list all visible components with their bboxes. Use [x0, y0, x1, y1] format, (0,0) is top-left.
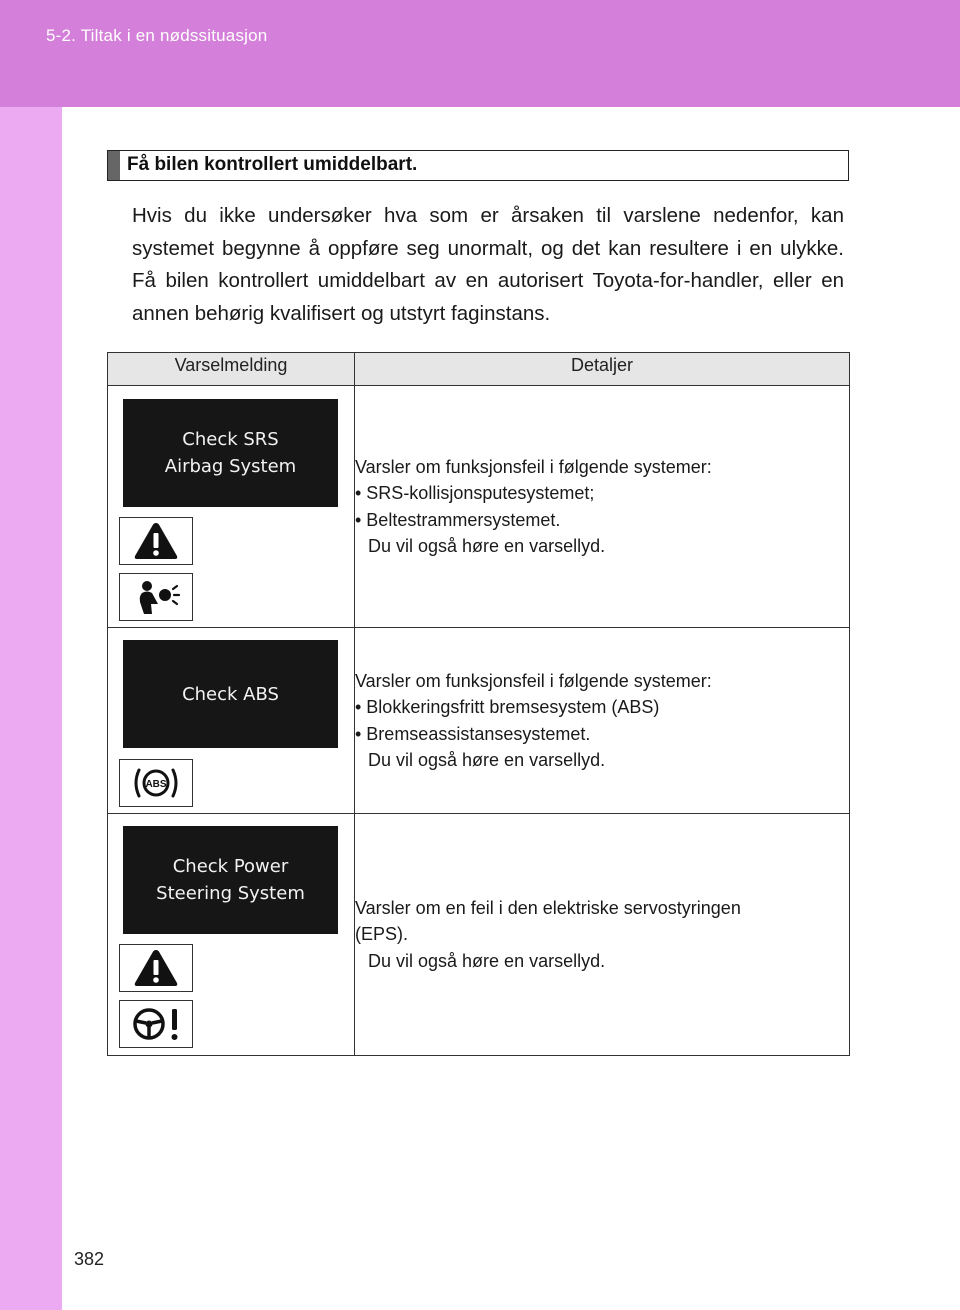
header-band [0, 0, 960, 107]
detail-line: Varsler om en feil i den elektriske servostyringen [355, 897, 741, 918]
callout-box [107, 150, 849, 181]
detail-line: • Bremseassistansesystemet. [355, 723, 591, 744]
detail-line: • Beltestrammersystemet. [355, 509, 561, 530]
detail-line: • SRS-kollisjonsputesystemet; [355, 483, 595, 503]
message-cell [108, 386, 355, 628]
display-line: Check SRS [182, 429, 279, 450]
details-cell [355, 386, 850, 628]
detail-line: Du vil også høre en varsellyd. [368, 750, 606, 770]
column-header-details: Detaljer [355, 353, 850, 386]
abs-icon [119, 759, 193, 807]
detail-line: Varsler om funksjonsfeil i følgende systemer: [355, 670, 712, 691]
abs-icon-label: ABS [145, 779, 167, 790]
callout-bar [108, 151, 120, 180]
warning-triangle-icon [119, 517, 193, 565]
display-check-power-steering [123, 826, 338, 934]
details-cell [355, 814, 850, 1056]
page-number: 382 [74, 1249, 105, 1269]
detail-line: Varsler om funksjonsfeil i følgende systemer: [355, 456, 712, 477]
display-check-abs [123, 640, 338, 748]
power-steering-icon [119, 1000, 193, 1048]
display-line: Airbag System [164, 456, 297, 477]
message-cell [108, 628, 355, 814]
callout-title: Få bilen kontrollert umiddelbart. [127, 154, 418, 175]
detail-line: Du vil også høre en varsellyd. [368, 536, 606, 556]
table-row [108, 814, 850, 1056]
details-cell [355, 628, 850, 814]
column-header-message: Varselmelding [108, 353, 355, 386]
side-band [0, 107, 62, 1310]
detail-line: • Blokkeringsfritt bremsesystem (ABS) [355, 697, 660, 717]
message-cell [108, 814, 355, 1056]
detail-line: Du vil også høre en varsellyd. [368, 950, 606, 971]
table-row [108, 386, 850, 628]
display-line: Check Power [172, 856, 289, 877]
warning-triangle-icon [119, 944, 193, 992]
warning-table [107, 352, 850, 1056]
table-row [108, 628, 850, 814]
airbag-icon [119, 573, 193, 621]
intro-paragraph: Hvis du ikke undersøker hva som er årsaken til varslene nedenfor, kan systemet begynne å oppføre seg unormalt, og det kan resultere i en ulykke. Få bilen kontrollert umiddelbart av en autorisert Toyota-for-handler, eller en annen behørig kvalifisert og utstyrt faginstans. [132, 204, 844, 325]
display-line: Check ABS [182, 683, 279, 705]
display-line: Steering System [156, 883, 305, 904]
section-title: 5-2. Tiltak i en nødssituasjon [46, 26, 268, 45]
display-check-srs [123, 399, 338, 507]
table-header-row [108, 353, 850, 386]
detail-line: (EPS). [355, 924, 409, 945]
